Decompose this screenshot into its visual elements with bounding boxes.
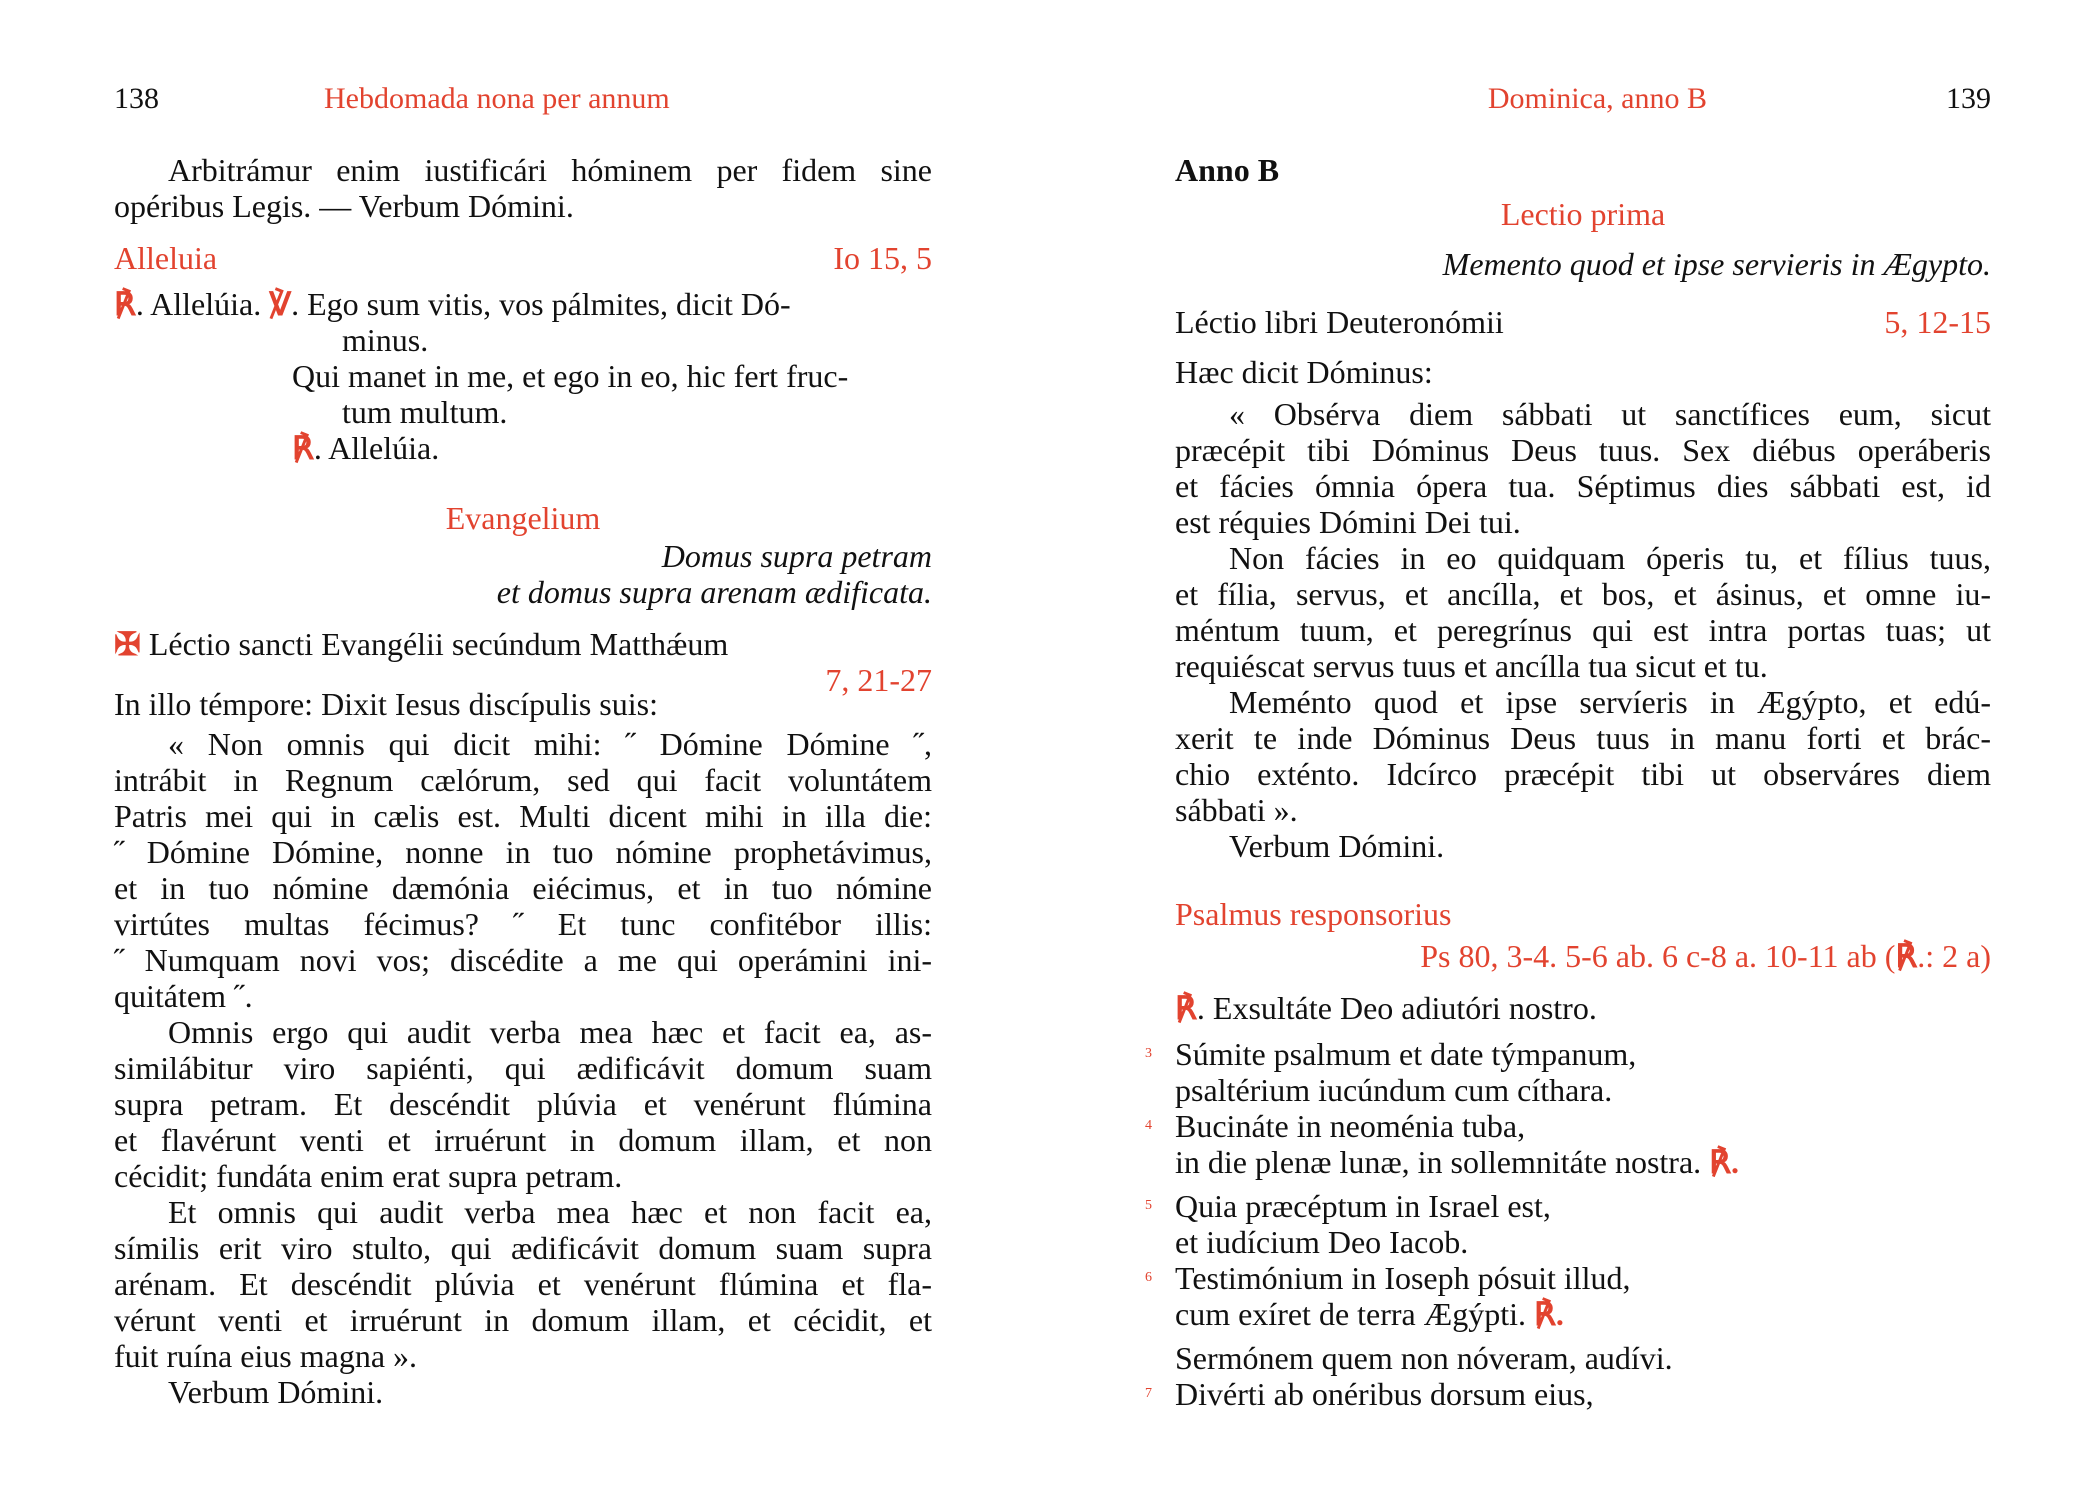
text-line: requiéscat servus tuus et ancílla tua sicut et tu. — [1175, 648, 1768, 684]
psalmus-ref: Ps 80, 3-4. 5-6 ab. 6 c-8 a. 10-11 ab (℟.: 2 a) — [1420, 938, 1991, 974]
anno-heading: Anno B — [1175, 152, 1280, 188]
text-line: virtútes multas fécimus? ˝ Et tunc confitébor illis: — [114, 906, 932, 942]
right-page — [1039, 0, 2078, 1500]
text-line: Verbum Dómini. — [1229, 828, 1445, 864]
text-line: minus. — [342, 322, 429, 358]
text-line: intrábit in Regnum cælórum, sed qui facit voluntátem — [114, 762, 932, 798]
page-number: 138 — [114, 82, 159, 115]
lectio-title: Léctio libri Deuteronómii — [1175, 304, 1504, 340]
gospel-subtitle: Domus supra petram — [661, 538, 932, 574]
verse-number: 3 — [1145, 1046, 1152, 1061]
text-line: et in tuo nómine dæmónia eiécimus, et in tuo nómine — [114, 870, 932, 906]
text-line: Omnis ergo qui audit verba mea hæc et facit ea, as- — [168, 1014, 932, 1050]
cross-icon: ✠ — [114, 626, 141, 662]
left-header — [114, 82, 932, 122]
psalm-line: 7 Divérti ab onéribus dorsum eius, — [1145, 1376, 1594, 1412]
verse-number: 4 — [1145, 1118, 1152, 1133]
text-line: et flavérunt venti et irruérunt in domum illam, et non — [114, 1122, 932, 1158]
psalm-line: 4 Bucináte in neoménia tuba, — [1145, 1108, 1526, 1144]
psalm-line: psaltérium iucúndum cum cíthara. — [1175, 1072, 1613, 1108]
text-line: præcépit tibi Dóminus Deus tuus. Sex diébus operáberis — [1175, 432, 1991, 468]
text-line: Meménto quod et ipse servíeris in Ægýpto, et edú- — [1229, 684, 1991, 720]
response-symbol: ℟ — [292, 430, 314, 466]
text-line: supra petram. Et descéndit plúvia et venérunt flúmina — [114, 1086, 932, 1122]
psalm-line: in die plenæ lunæ, in sollemnitáte nostra. ℟. — [1175, 1144, 1740, 1180]
versicle-symbol: ℣ — [269, 286, 292, 322]
text-line: sábbati ». — [1175, 792, 1298, 828]
text-line: est réquies Dómini Dei tui. — [1175, 504, 1521, 540]
response-symbol: ℟. — [1533, 1296, 1564, 1332]
alleluia-heading-row — [114, 240, 932, 276]
text-line: opéribus Legis. — Verbum Dómini. — [114, 188, 574, 224]
gospel-ref: 7, 21-27 — [825, 662, 932, 698]
text-line: et fácies ómnia ópera tua. Séptimus dies sábbati est, id — [1175, 468, 1991, 504]
psalm-line: 5 Quia præcéptum in Israel est, — [1145, 1188, 1551, 1224]
page-number: 139 — [1946, 82, 1991, 115]
text-line: arénam. Et descéndit plúvia et venérunt flúmina et fla- — [114, 1266, 932, 1302]
gospel-text — [114, 726, 932, 1410]
alleluia-verse — [114, 286, 932, 466]
response-symbol: ℟ — [1895, 938, 1918, 974]
lectio-opening: Hæc dicit Dóminus: — [1175, 354, 1433, 390]
psalm-line: 6 Testimónium in Ioseph pósuit illud, — [1145, 1260, 1631, 1296]
text-line: similábitur viro sapiénti, qui ædificávit domum suam — [114, 1050, 932, 1086]
text-line: fuit ruína eius magna ». — [114, 1338, 418, 1374]
alleluia-heading: Alleluia — [114, 240, 218, 276]
alleluia-ref: Io 15, 5 — [833, 240, 932, 276]
text-line: vérunt venti et irruérunt in domum illam, et cécidit, et — [114, 1302, 932, 1338]
psalmus-heading: Psalmus responsorius — [1175, 896, 1452, 932]
text-line: Et omnis qui audit verba mea hæc et non facit ea, — [168, 1194, 932, 1230]
gospel-lectio: ✠ Léctio sancti Evangélii secúndum Matthǽum — [114, 626, 729, 662]
text-line: Arbitrámur enim iustificári hóminem per fidem sine — [168, 152, 932, 188]
response-symbol: ℟ — [114, 286, 136, 322]
text-line: cécidit; fundáta enim erat supra petram. — [114, 1158, 623, 1194]
text-line: Qui manet in me, et ego in eo, hic fert fruc- — [292, 358, 849, 394]
text-line: ˝ Dómine Dómine, nonne in tuo nómine prophetávimus, — [114, 834, 932, 870]
text-line: Verbum Dómini. — [168, 1374, 384, 1410]
text-line: « Obsérva diem sábbati ut sanctífices eum, sicut — [1229, 396, 1991, 432]
lectio-ref: 5, 12-15 — [1884, 304, 1991, 340]
psalm-verses — [1145, 1036, 1991, 1412]
right-column — [1145, 0, 1991, 1500]
response-symbol: ℟. — [1709, 1144, 1740, 1180]
text-line: ℟. Allelúia. ℣. Ego sum vitis, vos pálmites, dicit Dó- — [114, 286, 791, 322]
gospel-subtitle: et domus supra arenam ædificata. — [496, 574, 932, 610]
lectio-prima-subtitle: Memento quod et ipse servieris in Ægypto. — [1442, 246, 1991, 282]
verse-number: 7 — [1145, 1386, 1152, 1401]
running-title: Hebdomada nona per annum — [324, 82, 670, 115]
text-line: xerit te inde Dóminus Deus tuus in manu forti et brác- — [1175, 720, 1991, 756]
text-line: ℟. Allelúia. — [292, 430, 440, 466]
psalm-line: cum exíret de terra Ægýpti. ℟. — [1175, 1296, 1564, 1332]
verse-number: 6 — [1145, 1270, 1152, 1285]
right-header — [1175, 82, 1991, 122]
text-line: Patris mei qui in cælis est. Multi dicent mihi in illa die: — [114, 798, 932, 834]
text-line: quitátem ˝. — [114, 978, 253, 1014]
text-line: tum multum. — [342, 394, 508, 430]
lectio-prima-row — [1175, 304, 1991, 340]
text-line: et fília, servus, et ancílla, et bos, et ásinus, et omne iu- — [1175, 576, 1991, 612]
intro-text — [114, 152, 932, 224]
response-symbol: ℟ — [1175, 990, 1197, 1026]
text-line: ˝ Numquam novi vos; discédite a me qui operámini ini- — [114, 942, 932, 978]
text-line: Non fácies in eo quidquam óperis tu, et fílius tuus, — [1229, 540, 1991, 576]
text-line: « Non omnis qui dicit mihi: ˝ Dómine Dómine ˝, — [168, 726, 932, 762]
lectio-prima-text — [1175, 396, 1991, 864]
text-line: símilis erit viro stulto, qui ædificávit domum suam supra — [114, 1230, 932, 1266]
psalm-response: ℟. Exsultáte Deo adiutóri nostro. — [1175, 990, 1597, 1026]
psalm-line: Sermónem quem non nóveram, audívi. — [1175, 1340, 1673, 1376]
running-title: Dominica, anno B — [1487, 82, 1707, 115]
gospel-heading: Evangelium — [445, 500, 601, 536]
left-column — [114, 0, 932, 1500]
gospel-opening: In illo témpore: Dixit Iesus discípulis suis: — [114, 686, 658, 722]
psalm-line: et iudícium Deo Iacob. — [1175, 1224, 1469, 1260]
lectio-prima-heading: Lectio prima — [1500, 196, 1666, 232]
psalm-line: 3 Súmite psalmum et date týmpanum, — [1145, 1036, 1637, 1072]
verse-number: 5 — [1145, 1198, 1152, 1213]
text-line: chio exténto. Idcírco præcépit tibi ut observáres diem — [1175, 756, 1991, 792]
text-line: méntum tuum, et peregrínus qui est intra portas tuas; ut — [1175, 612, 1991, 648]
